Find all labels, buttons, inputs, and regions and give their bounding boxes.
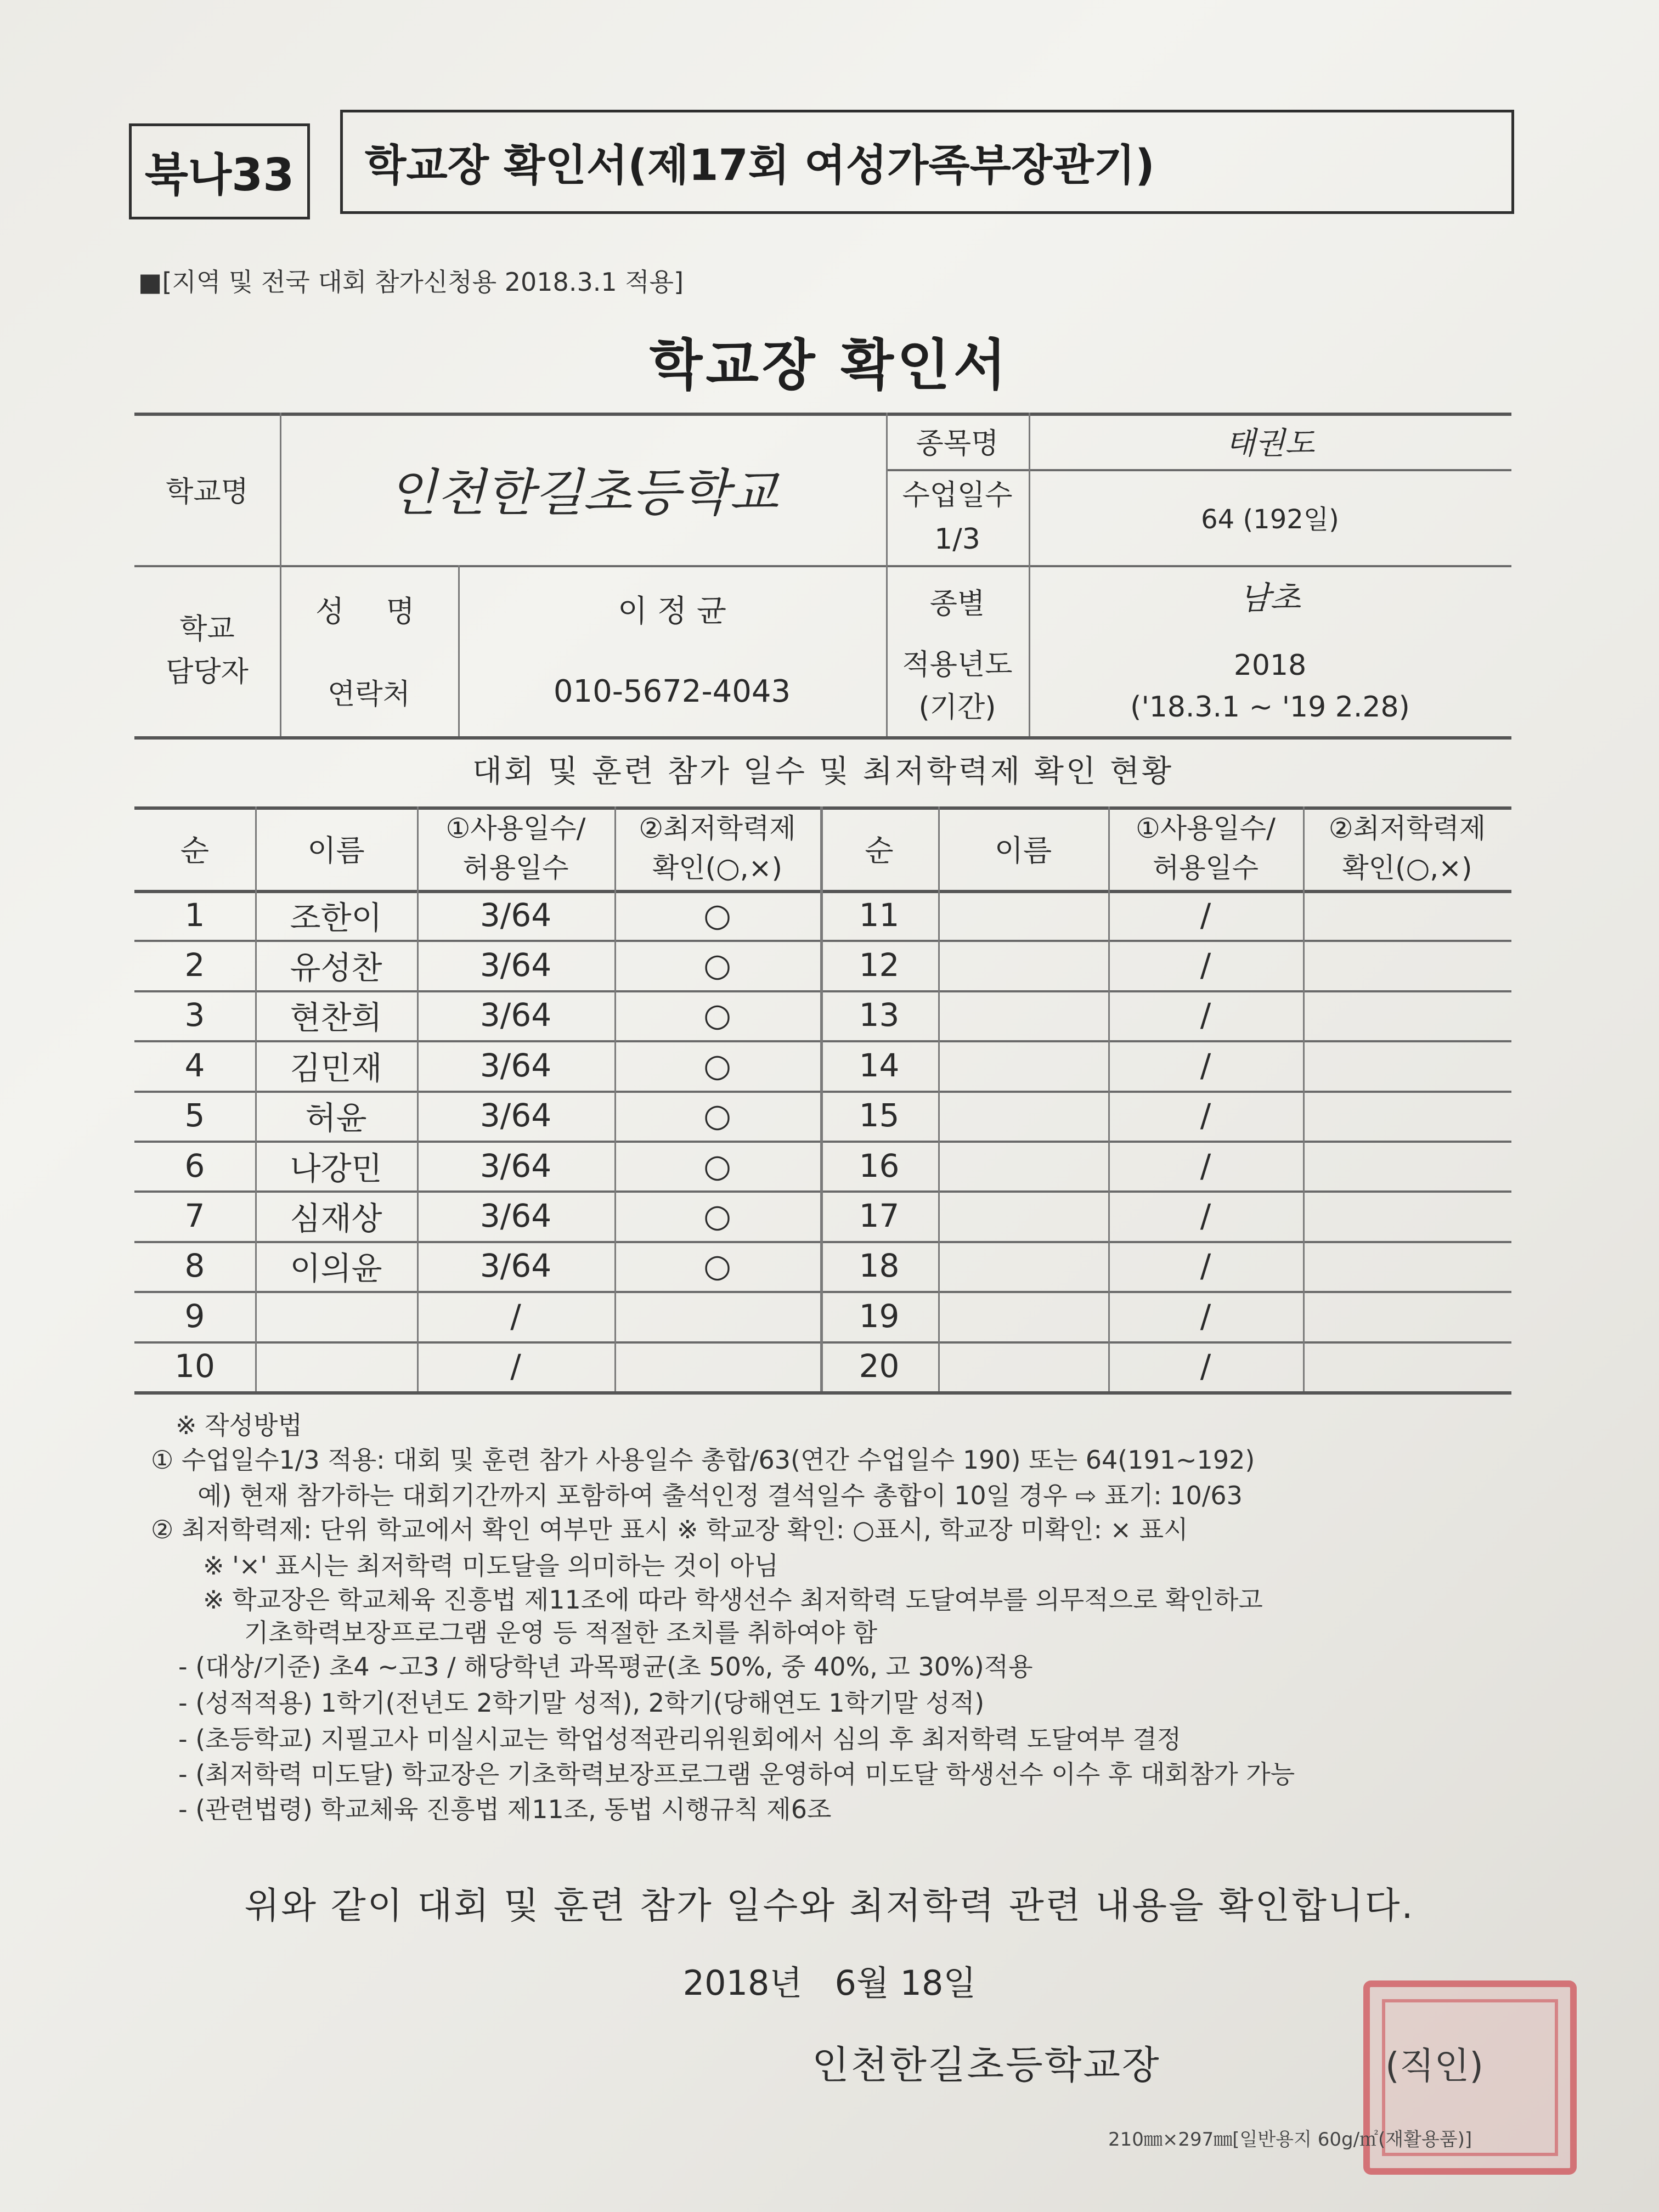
cell-no-right: 17 bbox=[859, 1197, 900, 1235]
cell-name-right bbox=[938, 1291, 1108, 1341]
table-bottom-border bbox=[134, 1391, 1511, 1395]
seal-label: (직인) bbox=[1385, 2045, 1484, 2087]
header-check-left-1: ②최저학력제 bbox=[639, 812, 796, 844]
instruction-line: ※ '×' 표시는 최저학력 미도달을 의미하는 것이 아님 bbox=[203, 1551, 779, 1581]
cell-days-right: / bbox=[1200, 1147, 1211, 1184]
type-value: 남초 bbox=[1239, 579, 1301, 617]
cell-days-left: 3/64 bbox=[479, 1147, 552, 1184]
cell-check-right bbox=[1303, 1291, 1511, 1341]
cell-check-right bbox=[1303, 1190, 1511, 1240]
cell-check-right bbox=[1303, 890, 1511, 940]
cell-name-right bbox=[938, 1040, 1108, 1090]
manager-name: 이 정 균 bbox=[618, 594, 726, 629]
cell-check-right bbox=[1303, 1341, 1511, 1391]
cell-days-right: / bbox=[1200, 1097, 1211, 1135]
status-title: 대회 및 훈련 참가 일수 및 최저학력제 확인 현황 bbox=[472, 754, 1174, 789]
cell-days-left: 3/64 bbox=[479, 946, 552, 984]
cell-no-right: 18 bbox=[859, 1247, 900, 1285]
cell-no-left: 10 bbox=[174, 1347, 215, 1385]
school-name: 인천한길초등학교 bbox=[388, 464, 778, 522]
days-label-line2: 1/3 bbox=[934, 522, 980, 556]
year-value-line2: ('18.3.1 ~ '19 2.28) bbox=[1130, 691, 1410, 724]
cell-days-right: / bbox=[1200, 946, 1211, 984]
header-check-right-2: 확인(○,×) bbox=[1342, 852, 1472, 884]
cell-check-left bbox=[614, 1341, 820, 1391]
header-days-left-2: 허용일수 bbox=[462, 852, 569, 884]
cell-days-right: / bbox=[1200, 1247, 1211, 1285]
cell-name-right bbox=[938, 940, 1108, 990]
header-name-right: 이름 bbox=[994, 833, 1052, 868]
cell-check-left: ○ bbox=[703, 996, 731, 1034]
cell-name-left: 심재상 bbox=[290, 1200, 382, 1238]
cell-name-right bbox=[938, 1341, 1108, 1391]
cell-days-right: / bbox=[1200, 1347, 1211, 1385]
days-value: 64 (192일) bbox=[1201, 504, 1339, 535]
year-label-line1: 적용년도 bbox=[902, 648, 1013, 681]
confirmation-statement: 위와 같이 대회 및 훈련 참가 일수와 최저학력 관련 내용을 확인합니다. bbox=[244, 1884, 1415, 1927]
cell-no-right: 16 bbox=[859, 1147, 900, 1184]
cell-name-right bbox=[938, 890, 1108, 940]
cell-no-left: 8 bbox=[184, 1247, 205, 1285]
instruction-line: - (대상/기준) 초4 ~고3 / 해당학년 과목평균(초 50%, 중 40%, 고 30%)적용 bbox=[178, 1652, 1033, 1681]
cell-days-left: 3/64 bbox=[479, 1247, 552, 1285]
cell-days-left: / bbox=[510, 1347, 521, 1385]
cell-check-left: ○ bbox=[703, 1147, 731, 1184]
cell-check-right bbox=[1303, 990, 1511, 1040]
cell-name-right bbox=[938, 1141, 1108, 1190]
cell-name-right bbox=[938, 1241, 1108, 1291]
cell-check-right bbox=[1303, 1040, 1511, 1090]
cell-check-left: ○ bbox=[703, 1197, 731, 1235]
school-label: 학교명 bbox=[166, 475, 249, 509]
manager-label-line1: 학교 bbox=[179, 613, 235, 646]
header-days-left-1: ①사용일수/ bbox=[445, 812, 586, 844]
document-header-title: 학교장 확인서(제17회 여성가족부장관기) bbox=[365, 141, 1155, 190]
cell-check-left: ○ bbox=[703, 946, 731, 984]
header-days-left bbox=[417, 806, 614, 890]
cell-no-right: 15 bbox=[859, 1097, 900, 1135]
cell-no-right: 13 bbox=[859, 996, 900, 1034]
cell-check-left: ○ bbox=[703, 1097, 731, 1135]
header-days-right-1: ①사용일수/ bbox=[1136, 812, 1276, 844]
cell-days-left: / bbox=[510, 1297, 521, 1335]
cell-no-right: 11 bbox=[859, 896, 900, 934]
cell-no-left: 3 bbox=[184, 996, 205, 1034]
cell-no-right: 14 bbox=[859, 1046, 900, 1084]
cell-no-left: 1 bbox=[184, 896, 205, 934]
issue-date: 2018년 6월 18일 bbox=[682, 1963, 977, 2003]
cell-no-left: 7 bbox=[184, 1197, 205, 1235]
header-days-right bbox=[1108, 806, 1303, 890]
header-check-right-1: ②최저학력제 bbox=[1328, 812, 1486, 844]
cell-name-left: 이의윤 bbox=[290, 1250, 382, 1288]
document-code-box bbox=[129, 123, 310, 219]
cell-days-left: 3/64 bbox=[479, 996, 552, 1034]
cell-name-left: 조한이 bbox=[290, 899, 382, 936]
cell-name-left: 유성찬 bbox=[290, 949, 382, 987]
cell-days-right: / bbox=[1200, 996, 1211, 1034]
cell-name-left: 나강민 bbox=[290, 1149, 382, 1187]
event-label: 종목명 bbox=[916, 427, 999, 460]
cell-name-left: 김민재 bbox=[290, 1049, 382, 1087]
instruction-line: ② 최저학력제: 단위 학교에서 확인 여부만 표시 ※ 학교장 확인: ○표시, 학교장 미확인: × 표시 bbox=[151, 1515, 1188, 1544]
cell-name-right bbox=[938, 1190, 1108, 1240]
cell-no-right: 20 bbox=[859, 1347, 900, 1385]
doc-title: 학교장 확인서 bbox=[649, 333, 1010, 397]
year-label-line2: (기간) bbox=[918, 691, 996, 724]
instruction-line: - (초등학교) 지필고사 미실시교는 학업성적관리위원회에서 심의 후 최저학력 도달여부 결정 bbox=[178, 1724, 1182, 1754]
info-bottom-border bbox=[134, 736, 1511, 740]
cell-days-right: / bbox=[1200, 896, 1211, 934]
header-days-right-2: 허용일수 bbox=[1152, 852, 1259, 884]
header-no-left: 순 bbox=[180, 833, 210, 868]
contact-value: 010-5672-4043 bbox=[553, 673, 791, 709]
type-label: 종별 bbox=[929, 587, 985, 620]
instruction-line: 예) 현재 참가하는 대회기간까지 포함하여 출석인정 결석일수 총합이 10일 경우 ⇨ 표기: 10/63 bbox=[198, 1481, 1243, 1510]
cell-name-left bbox=[255, 1341, 417, 1391]
cell-check-left: ○ bbox=[703, 1247, 731, 1285]
signer-name: 인천한길초등학교장 bbox=[812, 2042, 1161, 2087]
cell-no-right: 12 bbox=[859, 946, 900, 984]
year-value-line1: 2018 bbox=[1233, 649, 1307, 682]
manager-label bbox=[134, 565, 280, 736]
instruction-line: - (최저학력 미도달) 학교장은 기초학력보장프로그램 운영하여 미도달 학생선수 이수 후 대회참가 가능 bbox=[178, 1759, 1295, 1789]
cell-days-right: / bbox=[1200, 1297, 1211, 1335]
cell-check-left: ○ bbox=[703, 896, 731, 934]
name-label: 성 명 bbox=[315, 594, 422, 629]
year-label bbox=[886, 636, 1029, 736]
header-name-left: 이름 bbox=[307, 833, 365, 868]
cell-check-left bbox=[614, 1291, 820, 1341]
cell-days-left: 3/64 bbox=[479, 1197, 552, 1235]
cell-no-left: 2 bbox=[184, 946, 205, 984]
cell-name-left: 허윤 bbox=[305, 1099, 367, 1137]
days-label bbox=[886, 469, 1029, 565]
header-check-left-2: 확인(○,×) bbox=[652, 852, 783, 884]
instruction-line: - (관련법령) 학교체육 진흥법 제11조, 동법 시행규칙 제6조 bbox=[178, 1795, 832, 1824]
contact-label: 연락처 bbox=[328, 678, 410, 711]
cell-days-left: 3/64 bbox=[479, 1097, 552, 1135]
cell-check-right bbox=[1303, 1141, 1511, 1190]
cell-no-left: 5 bbox=[184, 1097, 205, 1135]
year-value bbox=[1029, 636, 1511, 736]
instruction-line: 기초학력보장프로그램 운영 등 적절한 조치를 취하여야 함 bbox=[244, 1618, 878, 1647]
days-label-line1: 수업일수 bbox=[902, 478, 1013, 512]
cell-days-left: 3/64 bbox=[479, 1046, 552, 1084]
document-header-box bbox=[340, 110, 1514, 214]
event-value: 태권도 bbox=[1225, 425, 1315, 461]
cell-days-left: 3/64 bbox=[479, 896, 552, 934]
cell-days-right: / bbox=[1200, 1197, 1211, 1235]
document-code: 북나33 bbox=[144, 149, 295, 201]
cell-no-right: 19 bbox=[859, 1297, 900, 1335]
header-check-left bbox=[614, 806, 820, 890]
cell-check-right bbox=[1303, 1091, 1511, 1141]
cell-check-right bbox=[1303, 1241, 1511, 1291]
header-no-right: 순 bbox=[865, 833, 894, 868]
cell-name-left: 현찬희 bbox=[290, 999, 382, 1037]
paper-spec-footer: 210㎜×297㎜[일반용지 60g/㎡(재활용품)] bbox=[1108, 2129, 1472, 2151]
instruction-line: ※ 작성방법 bbox=[176, 1410, 302, 1440]
cell-days-right: / bbox=[1200, 1046, 1211, 1084]
form-note: ■[지역 및 전국 대회 참가신청용 2018.3.1 적용] bbox=[138, 267, 684, 297]
cell-check-right bbox=[1303, 940, 1511, 990]
instruction-line: - (성적적용) 1학기(전년도 2학기말 성적), 2학기(당해연도 1학기말 성적) bbox=[178, 1688, 985, 1718]
cell-name-right bbox=[938, 990, 1108, 1040]
instruction-line: ① 수업일수1/3 적용: 대회 및 훈련 참가 사용일수 총합/63(연간 수업일수 190) 또는 64(191~192) bbox=[151, 1445, 1255, 1475]
manager-label-line2: 담당자 bbox=[166, 656, 249, 689]
instruction-line: ※ 학교장은 학교체육 진흥법 제11조에 따라 학생선수 최저학력 도달여부를 의무적으로 확인하고 bbox=[203, 1585, 1263, 1615]
header-check-right bbox=[1303, 806, 1511, 890]
cell-name-left bbox=[255, 1291, 417, 1341]
cell-no-left: 6 bbox=[184, 1147, 205, 1184]
cell-no-left: 9 bbox=[184, 1297, 205, 1335]
cell-no-left: 4 bbox=[184, 1046, 205, 1084]
cell-check-left: ○ bbox=[703, 1046, 731, 1084]
cell-name-right bbox=[938, 1091, 1108, 1141]
